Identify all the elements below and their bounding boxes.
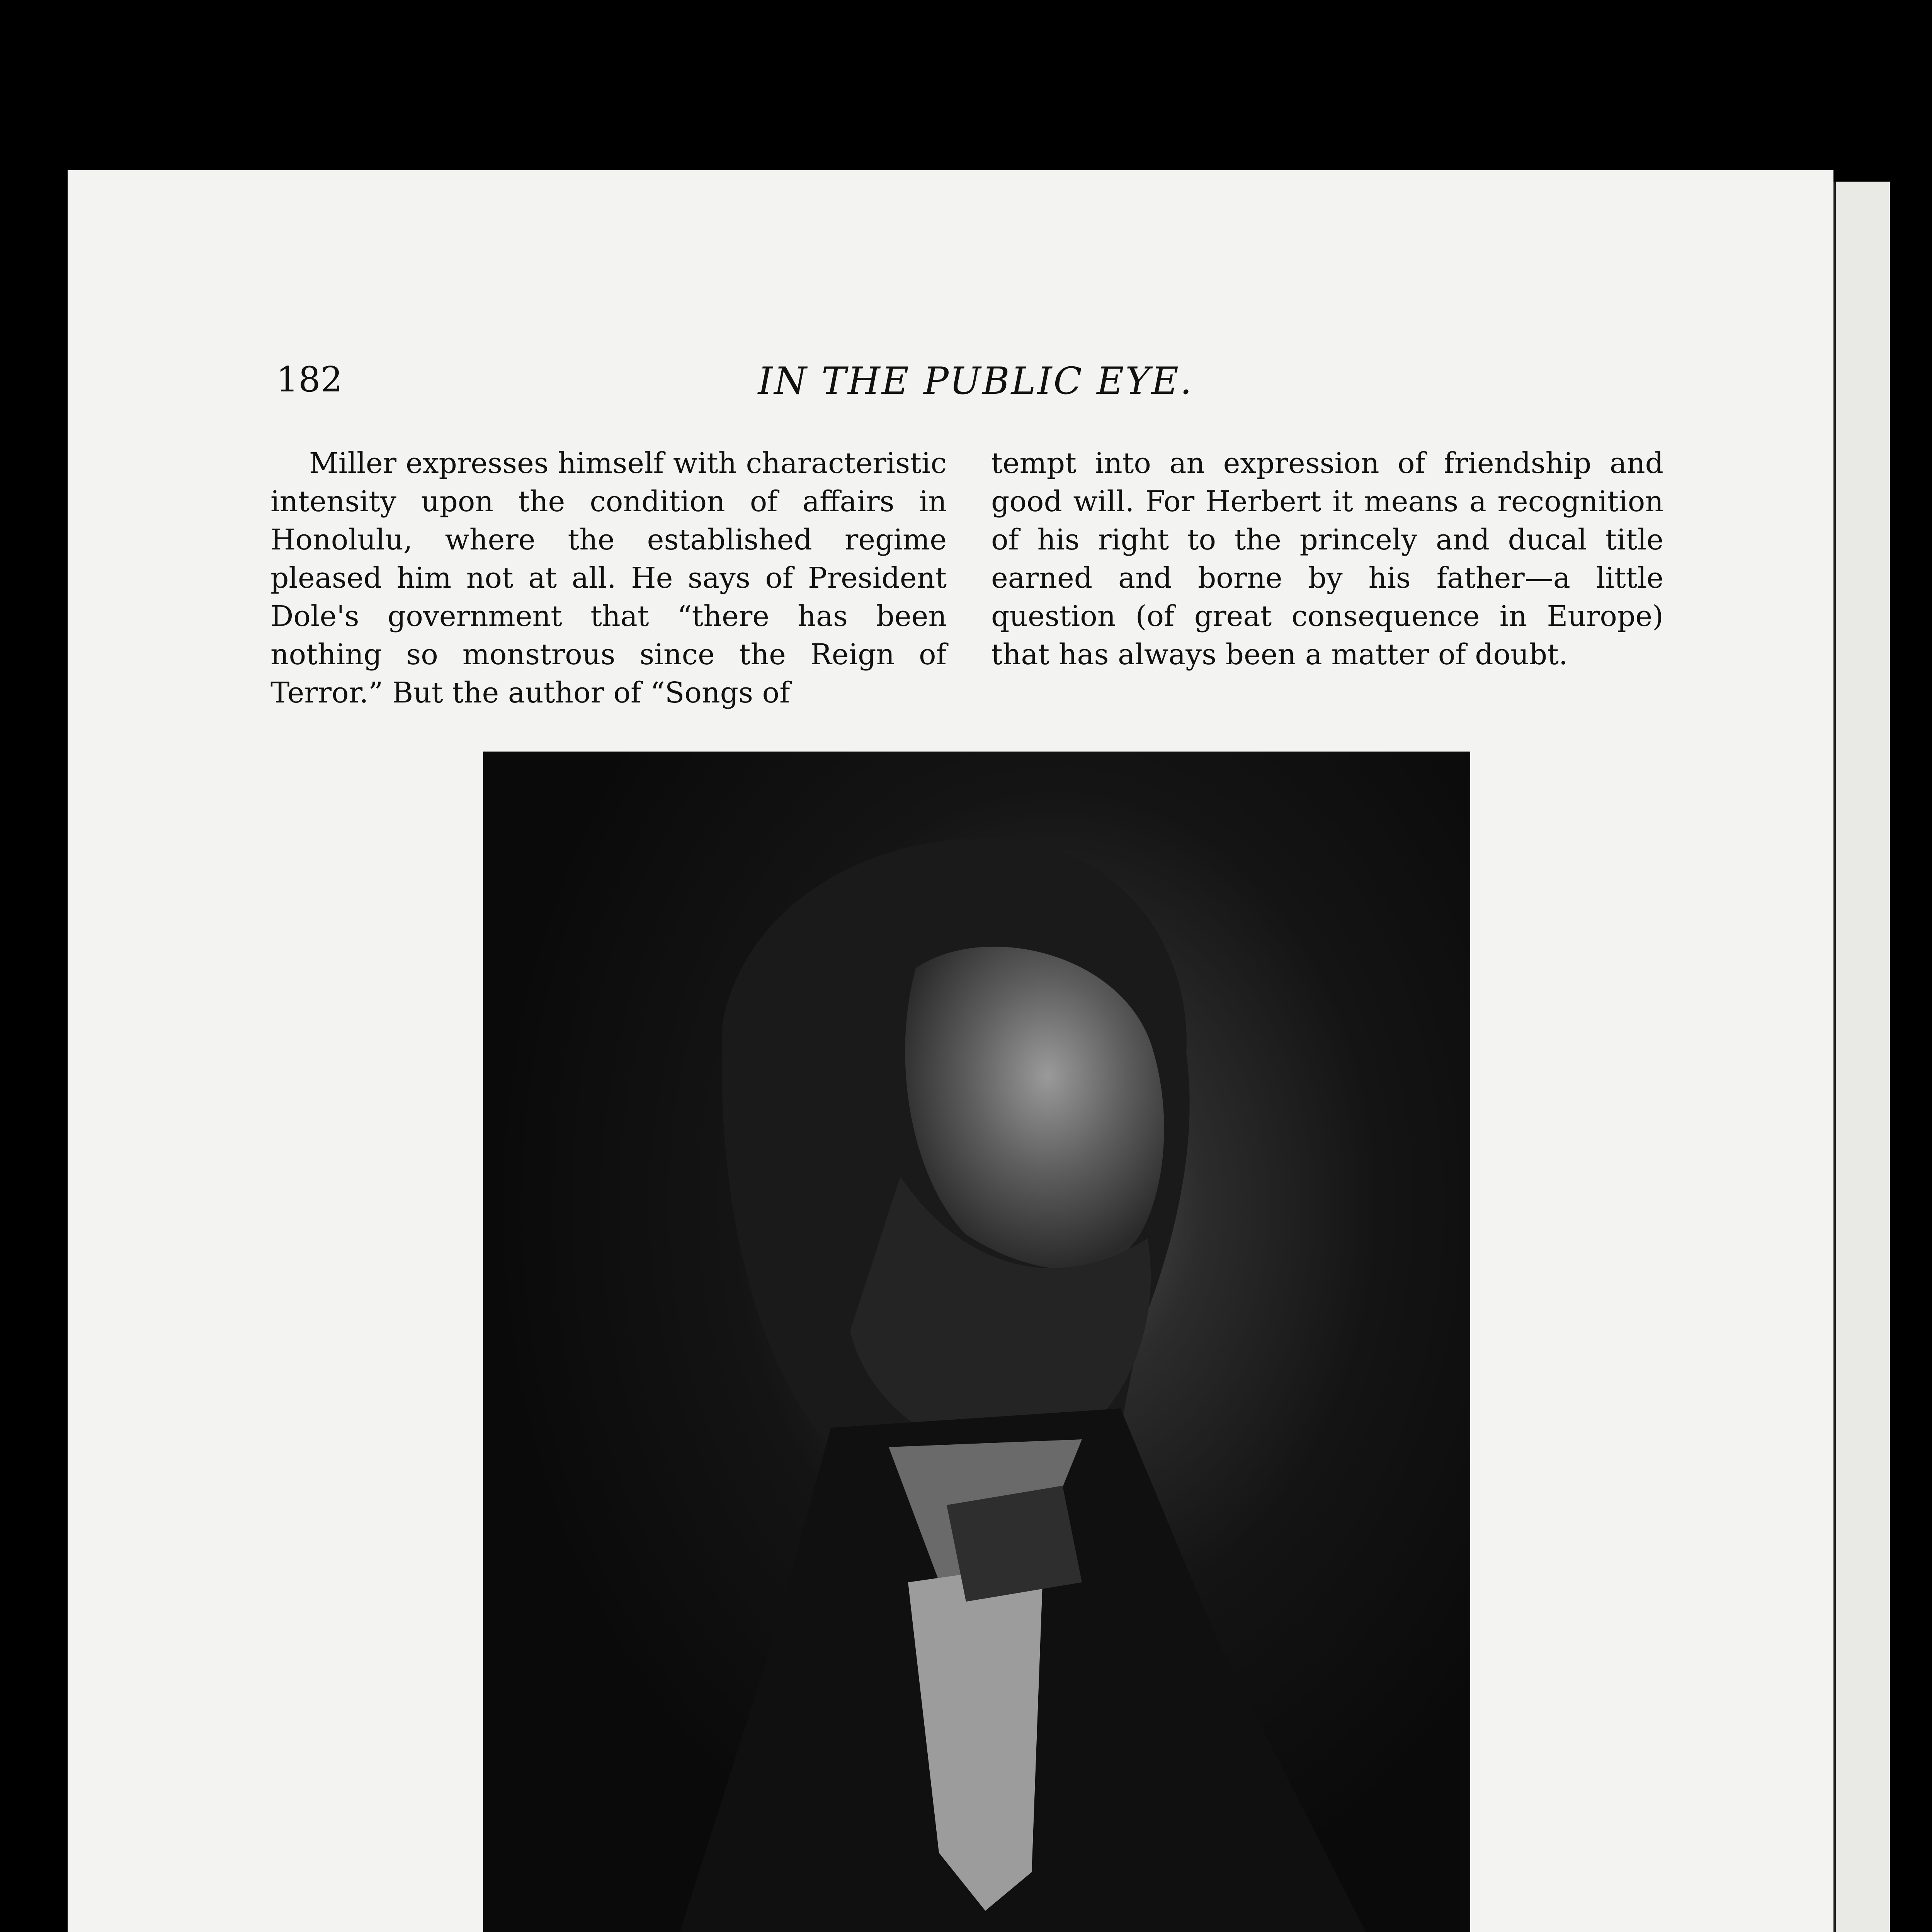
portrait-engraving	[483, 752, 1470, 1932]
body-paragraph: Miller expresses himself with characteristic intensity upon the condition of affairs in Honolulu, where the established regime pleased him not at all. He says of President Dole's government that “there has been nothing so monstrous since the Reign of Terror.” But the author of “Songs of	[270, 447, 947, 709]
column-top-left	[270, 444, 947, 712]
column-top-right	[991, 444, 1663, 674]
page-number: 182	[276, 359, 343, 400]
facing-page-edge	[1833, 182, 1890, 1932]
running-head-title: IN THE PUBLIC EYE.	[758, 359, 1194, 403]
running-head	[276, 359, 1675, 406]
body-paragraph: tempt into an expression of friendship and good will. For Herbert it means a recognition of his right to the princely and ducal title earned and borne by his father—a little question (of great consequence in Europe) that has always been a matter of doubt.	[991, 447, 1663, 671]
portrait-illustration	[483, 752, 1470, 1932]
